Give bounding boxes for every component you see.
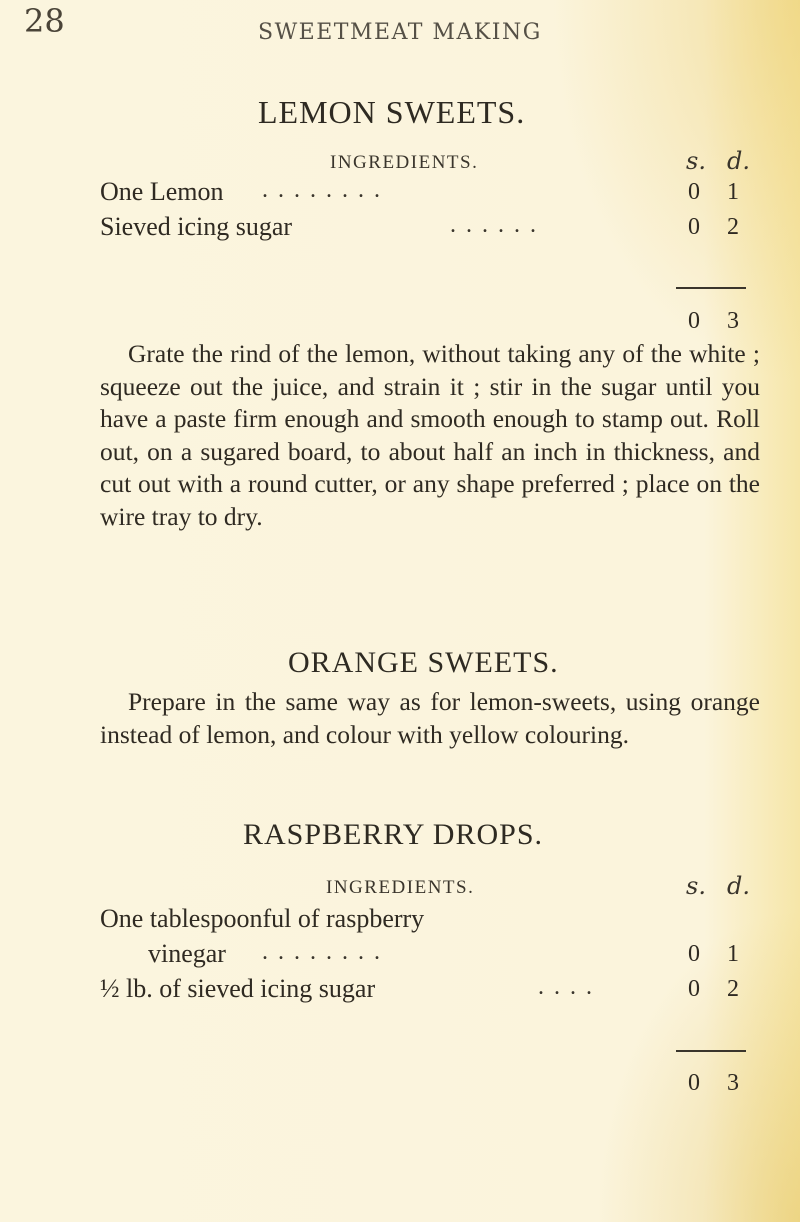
raspberry-ingredient-1-pence: 1 bbox=[727, 941, 739, 967]
lemon-ingredient-1-shillings: 0 bbox=[688, 179, 700, 205]
lemon-ingredient-2: Sieved icing sugar bbox=[100, 212, 293, 241]
lemon-total-shillings: 0 bbox=[688, 308, 700, 334]
lemon-method: Grate the rind of the lemon, without taking any of the white ; squeeze out the juice, and strain it ; stir in the sugar until you have a paste firm enough and smooth enough to stamp out. Roll out, on a sugared board, to about half an inch in thickness, and cut out with a round cutter, or any shape preferred ; place on the wire tray to dry. bbox=[100, 339, 760, 531]
lemon-ingredients-label: INGREDIENTS. bbox=[330, 152, 479, 173]
raspberry-total-pence: 3 bbox=[727, 1070, 739, 1096]
raspberry-ingredient-1-shillings: 0 bbox=[688, 941, 700, 967]
raspberry-title: RASPBERRY DROPS. bbox=[243, 818, 544, 851]
lemon-ingredient-1-pence: 1 bbox=[727, 179, 739, 205]
lemon-ingredient-2-pence: 2 bbox=[727, 214, 739, 240]
leader-dots: . . . . . . . . bbox=[262, 177, 382, 203]
lemon-total-rule bbox=[676, 287, 746, 289]
lemon-shillings-label: s. bbox=[686, 147, 706, 175]
raspberry-ingredient-2-shillings: 0 bbox=[688, 976, 700, 1002]
leader-dots: . . . . bbox=[538, 974, 594, 1000]
raspberry-ingredient-1-line-1: One tablespoonful of raspberry bbox=[100, 904, 425, 933]
raspberry-total-shillings: 0 bbox=[688, 1070, 700, 1096]
raspberry-total-rule bbox=[676, 1050, 746, 1052]
running-head: SWEETMEAT MAKING bbox=[258, 20, 542, 45]
lemon-total-pence: 3 bbox=[727, 308, 739, 334]
page-number: 28 bbox=[24, 2, 65, 40]
lemon-pence-label: d. bbox=[727, 147, 750, 175]
raspberry-ingredient-2-pence: 2 bbox=[727, 976, 739, 1002]
raspberry-shillings-label: s. bbox=[686, 872, 706, 900]
raspberry-pence-label: d. bbox=[727, 872, 750, 900]
leader-dots: . . . . . . bbox=[450, 212, 538, 238]
lemon-ingredient-1: One Lemon bbox=[100, 177, 224, 206]
lemon-title: LEMON SWEETS. bbox=[258, 94, 526, 130]
lemon-ingredient-2-shillings: 0 bbox=[688, 214, 700, 240]
orange-method: Prepare in the same way as for lemon-sweets, using orange instead of lemon, and colour with yellow colouring. bbox=[100, 687, 760, 749]
raspberry-ingredient-1-line-2: vinegar bbox=[148, 939, 226, 968]
raspberry-ingredient-2: ½ lb. of sieved icing sugar bbox=[100, 974, 376, 1003]
orange-title: ORANGE SWEETS. bbox=[288, 646, 559, 679]
raspberry-ingredients-label: INGREDIENTS. bbox=[326, 877, 475, 898]
leader-dots: . . . . . . . . bbox=[262, 939, 382, 965]
